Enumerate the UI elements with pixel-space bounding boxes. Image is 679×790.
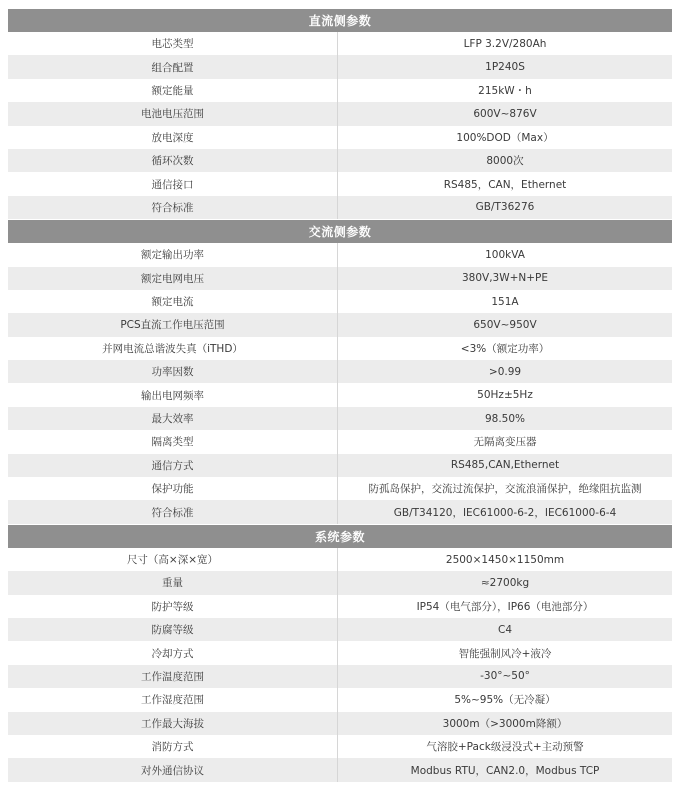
row-value: 2500×1450×1150mm <box>445 553 565 566</box>
row-value: RS485，CAN，Ethernet <box>443 178 567 191</box>
row-label: 额定能量 <box>8 79 338 102</box>
row-label: 输出电网频率 <box>8 383 338 406</box>
table-row <box>8 688 672 711</box>
row-label: 保护功能 <box>8 477 338 500</box>
row-label: 工作温度范围 <box>8 665 338 688</box>
row-value: 600V~876V <box>473 107 537 120</box>
row-value: 8000次 <box>486 155 524 168</box>
row-value: 智能强制风冷+液冷 <box>458 647 552 660</box>
row-value: 气溶胶+Pack级浸没式+主动预警 <box>426 741 584 754</box>
row-label: 符合标准 <box>8 196 338 219</box>
row-label: 尺寸（高×深×宽） <box>8 548 338 571</box>
row-value: 50Hz±5Hz <box>477 389 533 402</box>
row-label: 电池电压范围 <box>8 102 338 125</box>
row-label: 额定电网电压 <box>8 267 338 290</box>
row-value: 3000m（>3000m降额） <box>442 717 568 730</box>
row-value: 无隔离变压器 <box>473 436 537 449</box>
row-label: 重量 <box>8 571 338 594</box>
row-label: 防腐等级 <box>8 618 338 641</box>
section-header: 直流侧参数 <box>8 9 672 32</box>
row-value: ≈2700kg <box>480 576 530 589</box>
row-label: 通信方式 <box>8 454 338 477</box>
row-value: 100%DOD（Max） <box>456 131 554 144</box>
table-row <box>8 383 672 406</box>
row-value: 1P240S <box>485 61 525 74</box>
section-body <box>8 548 672 783</box>
row-label: 对外通信协议 <box>8 758 338 781</box>
table-row <box>8 79 672 102</box>
row-label: 循环次数 <box>8 149 338 172</box>
section-body <box>8 32 672 220</box>
row-value: -30°~50° <box>480 670 530 683</box>
table-row <box>8 548 672 571</box>
table-row <box>8 126 672 149</box>
row-label: 电芯类型 <box>8 32 338 55</box>
row-label: PCS直流工作电压范围 <box>8 313 338 336</box>
table-row <box>8 313 672 336</box>
table-row <box>8 712 672 735</box>
section-header: 交流侧参数 <box>8 220 672 243</box>
row-value: 防孤岛保护，交流过流保护，交流浪涌保护，绝缘阻抗监测 <box>368 483 642 496</box>
table-row <box>8 172 672 195</box>
row-label: 隔离类型 <box>8 430 338 453</box>
table-row <box>8 500 672 523</box>
row-value: 380V,3W+N+PE <box>461 272 549 285</box>
table-row <box>8 337 672 360</box>
table-row <box>8 360 672 383</box>
table-row <box>8 758 672 781</box>
section-header: 系统参数 <box>8 525 672 548</box>
table-row <box>8 407 672 430</box>
row-value: GB/T34120，IEC61000-6-2，IEC61000-6-4 <box>393 506 617 519</box>
row-value: IP54（电气部分），IP66（电池部分） <box>416 600 594 613</box>
row-value: GB/T36276 <box>475 201 535 214</box>
row-value: 98.50% <box>484 412 526 425</box>
table-row <box>8 454 672 477</box>
table-row <box>8 665 672 688</box>
row-label: 最大效率 <box>8 407 338 430</box>
table-row <box>8 55 672 78</box>
row-value: Modbus RTU，CAN2.0，Modbus TCP <box>410 764 600 777</box>
row-value: RS485,CAN,Ethernet <box>450 459 560 472</box>
table-row <box>8 32 672 55</box>
row-value: 5%~95%（无冷凝） <box>454 694 556 707</box>
row-label: 额定电流 <box>8 290 338 313</box>
row-label: 符合标准 <box>8 500 338 523</box>
table-row <box>8 267 672 290</box>
row-value: 100kVA <box>485 248 525 261</box>
table-row <box>8 196 672 219</box>
table-row <box>8 595 672 618</box>
table-row <box>8 102 672 125</box>
spec-table <box>8 9 672 783</box>
row-value: 151A <box>491 295 519 308</box>
row-value: 215kW・h <box>478 84 532 97</box>
section-body <box>8 243 672 525</box>
table-row <box>8 641 672 664</box>
table-row <box>8 477 672 500</box>
row-value: 650V~950V <box>473 318 537 331</box>
table-row <box>8 571 672 594</box>
row-value: >0.99 <box>488 365 522 378</box>
row-label: 冷却方式 <box>8 641 338 664</box>
row-label: 防护等级 <box>8 595 338 618</box>
row-label: 消防方式 <box>8 735 338 758</box>
row-label: 工作最大海拔 <box>8 712 338 735</box>
row-value: <3%（额定功率） <box>460 342 550 355</box>
table-row <box>8 243 672 266</box>
table-row <box>8 149 672 172</box>
table-row <box>8 618 672 641</box>
row-label: 通信接口 <box>8 172 338 195</box>
row-label: 功率因数 <box>8 360 338 383</box>
table-row <box>8 430 672 453</box>
row-label: 额定输出功率 <box>8 243 338 266</box>
row-value: LFP 3.2V/280Ah <box>463 37 547 50</box>
table-row <box>8 735 672 758</box>
row-label: 放电深度 <box>8 126 338 149</box>
table-row <box>8 290 672 313</box>
row-value: C4 <box>497 623 512 636</box>
row-label: 组合配置 <box>8 55 338 78</box>
row-label: 并网电流总谐波失真（iTHD） <box>8 337 338 360</box>
row-label: 工作湿度范围 <box>8 688 338 711</box>
